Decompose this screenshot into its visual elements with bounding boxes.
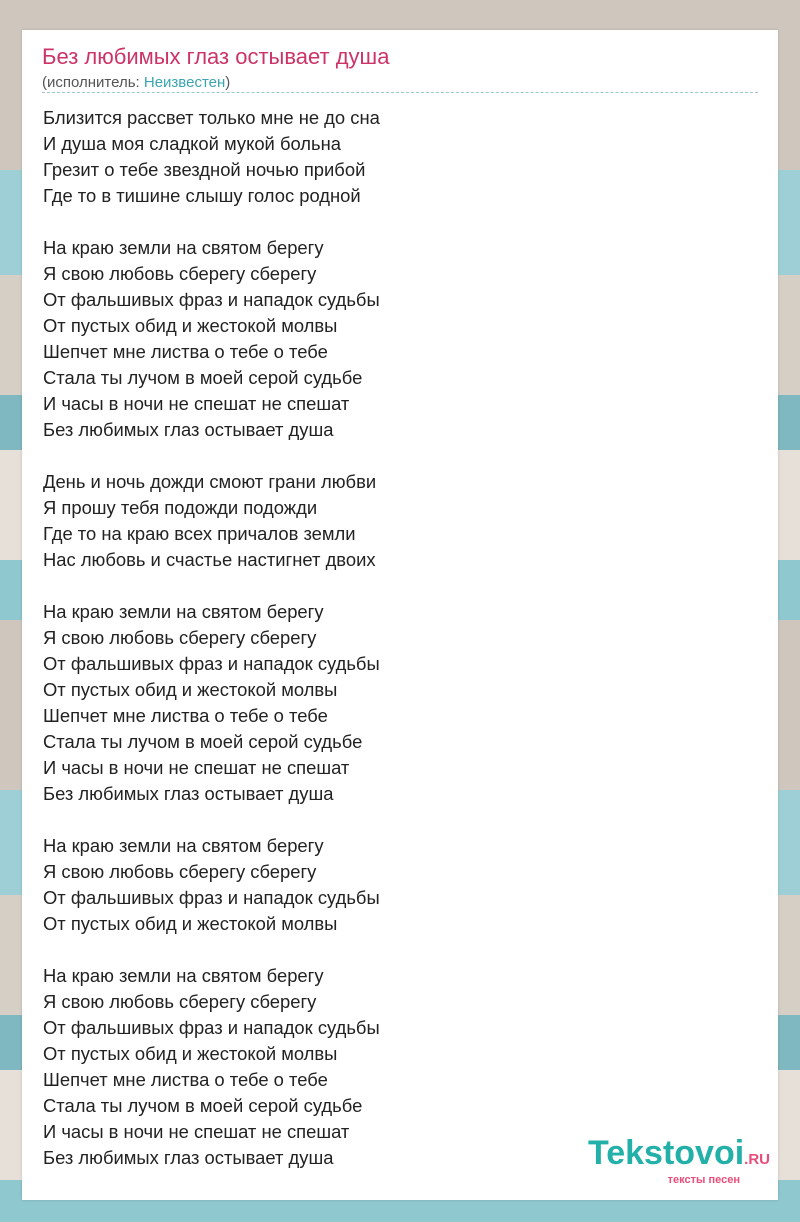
lyric-line: На краю земли на святом берегу bbox=[43, 601, 324, 622]
logo-name: Tekstovoi bbox=[587, 1134, 745, 1172]
lyric-line: Грезит о тебе звездной ночью прибой bbox=[43, 159, 366, 180]
lyric-line: На краю земли на святом берегу bbox=[43, 965, 324, 986]
lyric-line: Я свою любовь сберегу сберегу bbox=[43, 627, 317, 648]
lyric-line: День и ночь дожди смоют грани любви bbox=[43, 471, 377, 492]
lyric-line: От фальшивых фраз и нападок судьбы bbox=[43, 1017, 380, 1038]
lyric-line: От пустых обид и жестокой молвы bbox=[43, 315, 338, 336]
lyric-line: Шепчет мне листва о тебе о тебе bbox=[43, 1069, 328, 1090]
lyric-line: Без любимых глаз остывает душа bbox=[43, 419, 334, 440]
lyric-line: На краю земли на святом берегу bbox=[43, 237, 324, 258]
lyric-line: И часы в ночи не спешат не спешат bbox=[43, 757, 350, 778]
lyric-line: От пустых обид и жестокой молвы bbox=[43, 1043, 338, 1064]
lyrics-card bbox=[22, 30, 778, 1200]
performer-prefix: (исполнитель: bbox=[42, 74, 144, 91]
site-logo[interactable] bbox=[588, 1136, 770, 1186]
lyric-line: И часы в ночи не спешат не спешат bbox=[43, 393, 350, 414]
lyric-line: От пустых обид и жестокой молвы bbox=[43, 679, 338, 700]
lyric-line: От фальшивых фраз и нападок судьбы bbox=[43, 653, 380, 674]
lyric-line: И часы в ночи не спешат не спешат bbox=[43, 1121, 350, 1142]
lyric-line: Стала ты лучом в моей серой судьбе bbox=[43, 367, 363, 388]
divider bbox=[42, 92, 758, 93]
lyric-line: Где то на краю всех причалов земли bbox=[43, 523, 356, 544]
stanza-break bbox=[43, 807, 743, 833]
logo-tagline: тексты песен bbox=[667, 1174, 740, 1186]
performer-link[interactable]: Неизвестен bbox=[143, 74, 226, 91]
lyric-line: От пустых обид и жестокой молвы bbox=[43, 913, 338, 934]
lyric-line: И душа моя сладкой мукой больна bbox=[43, 133, 341, 154]
stanza-break bbox=[43, 937, 743, 963]
lyric-line: Без любимых глаз остывает душа bbox=[43, 1147, 334, 1168]
lyric-line: Я свою любовь сберегу сберегу bbox=[43, 991, 317, 1012]
performer-line bbox=[42, 74, 230, 91]
lyric-line: Я прошу тебя подожди подожди bbox=[43, 497, 318, 518]
performer-suffix: ) bbox=[225, 74, 231, 91]
logo-tld: .RU bbox=[744, 1151, 770, 1168]
lyric-line: От фальшивых фраз и нападок судьбы bbox=[43, 289, 380, 310]
stanza-break bbox=[43, 443, 743, 469]
lyric-line: Я свою любовь сберегу сберегу bbox=[43, 861, 317, 882]
lyric-line: Нас любовь и счастье настигнет двоих bbox=[43, 549, 376, 570]
lyric-line: Где то в тишине слышу голос родной bbox=[43, 185, 361, 206]
stanza-break bbox=[43, 209, 743, 235]
lyric-line: Я свою любовь сберегу сберегу bbox=[43, 263, 317, 284]
lyric-line: Без любимых глаз остывает душа bbox=[43, 783, 334, 804]
stanza-break bbox=[43, 573, 743, 599]
lyric-line: Стала ты лучом в моей серой судьбе bbox=[43, 731, 363, 752]
lyrics-text bbox=[43, 105, 743, 1171]
logo-wordmark bbox=[588, 1136, 770, 1177]
lyric-line: От фальшивых фраз и нападок судьбы bbox=[43, 887, 380, 908]
lyric-line: Стала ты лучом в моей серой судьбе bbox=[43, 1095, 363, 1116]
lyric-line: Шепчет мне листва о тебе о тебе bbox=[43, 341, 328, 362]
lyric-line: Шепчет мне листва о тебе о тебе bbox=[43, 705, 328, 726]
lyric-line: На краю земли на святом берегу bbox=[43, 835, 324, 856]
song-title: Без любимых глаз остывает душа bbox=[42, 44, 390, 69]
lyric-line: Близится рассвет только мне не до сна bbox=[43, 107, 380, 128]
